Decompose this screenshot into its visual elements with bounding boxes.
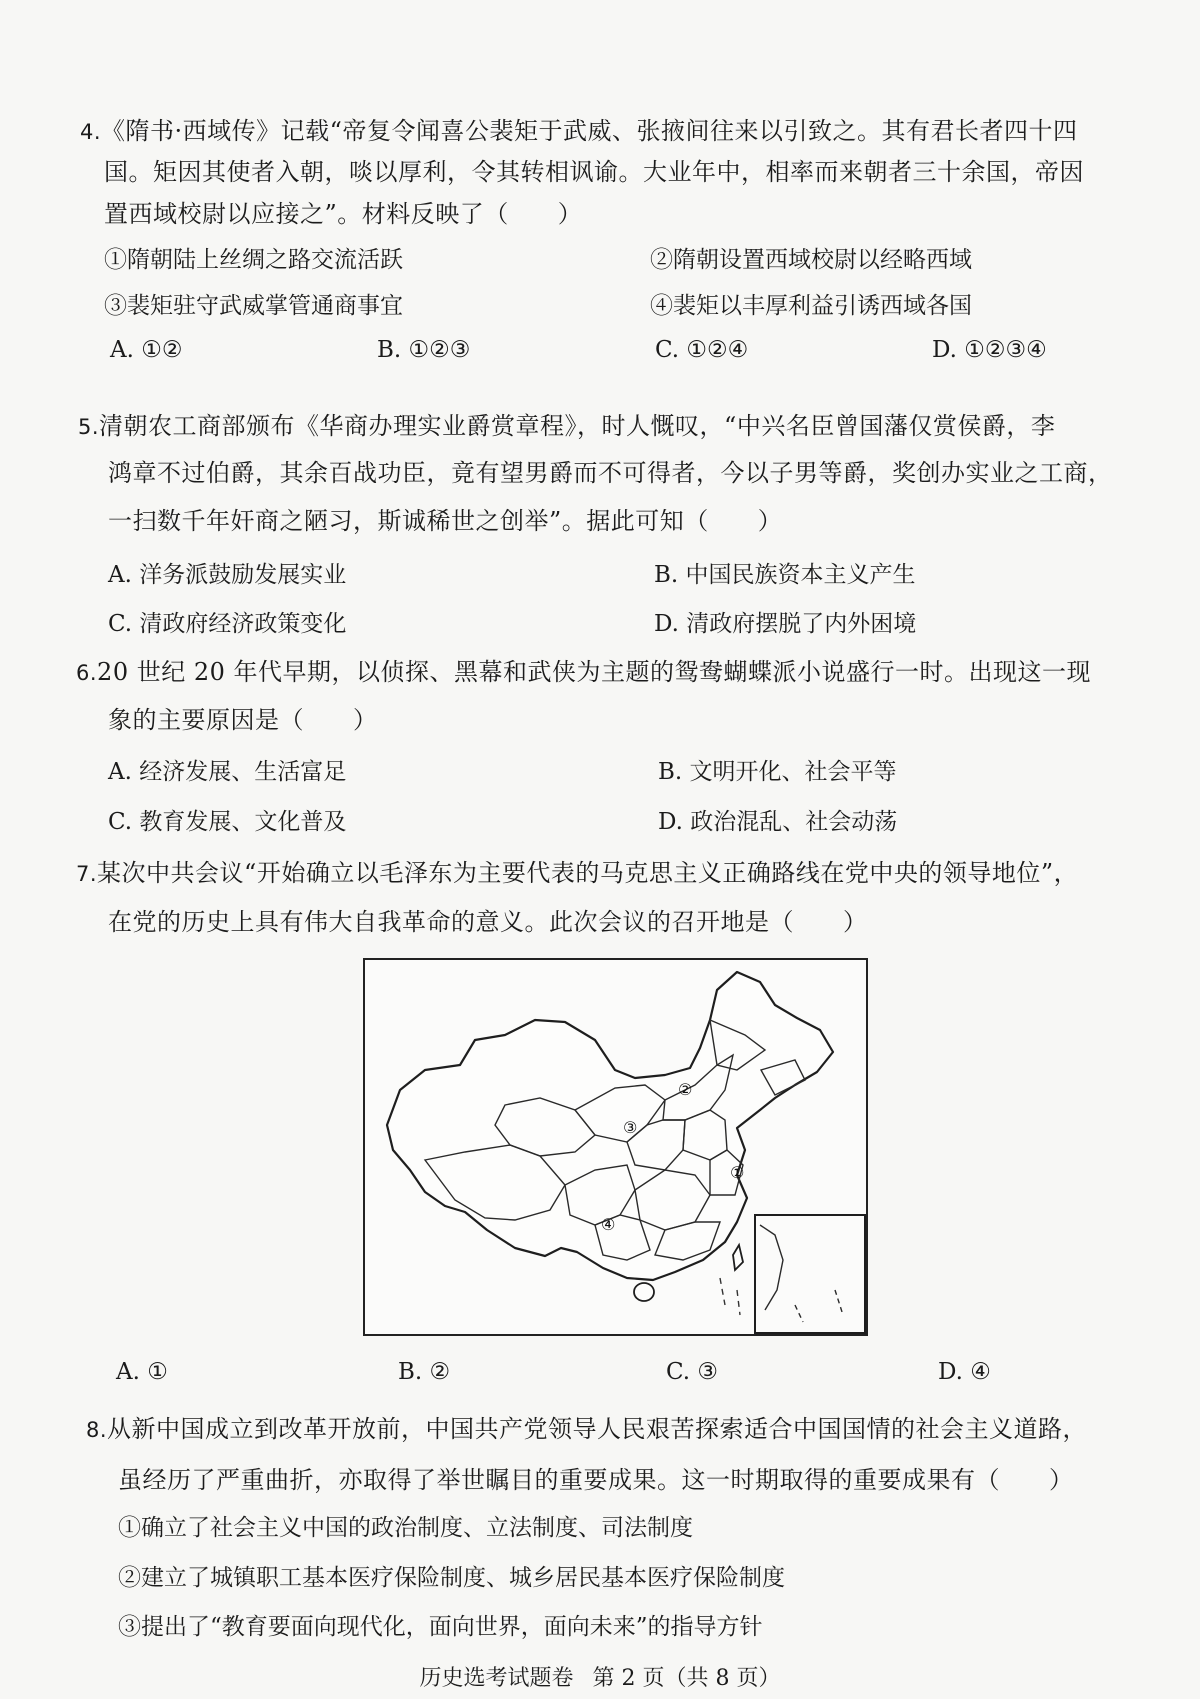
q8-statement-2: ②建立了城镇职工基本医疗保险制度、城乡居民基本医疗保险制度 xyxy=(118,1565,785,1591)
q8-line-2: 虽经历了严重曲折，亦取得了举世瞩目的重要成果。这一时期取得的重要成果有（ ） xyxy=(118,1466,1074,1494)
q7-line-1: 7.某次中共会议“开始确立以毛泽东为主要代表的马克思主义正确路线在党中央的领导地位”， xyxy=(76,859,1079,887)
q4-option-b[interactable]: B. ①②③ xyxy=(377,337,471,363)
q7-option-a[interactable]: A. ① xyxy=(116,1359,168,1385)
q4-statement-2: ②隋朝设置西域校尉以经略西域 xyxy=(650,247,972,273)
q7-option-b[interactable]: B. ② xyxy=(398,1359,451,1385)
q5-line-3: 一扫数千年奸商之陋习，斯诚稀世之创举”。据此可知（ ） xyxy=(108,507,783,535)
q5-option-b[interactable]: B. 中国民族资本主义产生 xyxy=(654,562,916,588)
q5-option-c[interactable]: C. 清政府经济政策变化 xyxy=(108,611,347,637)
q4-number: 4. xyxy=(80,120,102,144)
q7-line-2: 在党的历史上具有伟大自我革命的意义。此次会议的召开地是（ ） xyxy=(108,908,868,936)
q4-option-c[interactable]: C. ①②④ xyxy=(655,337,749,363)
map-marker-4: ④ xyxy=(601,1215,616,1234)
q4-line-3: 置西域校尉以应接之”。材料反映了（ ） xyxy=(104,200,583,228)
q4-option-d[interactable]: D. ①②③④ xyxy=(932,337,1047,363)
q5-line-2: 鸿章不过伯爵，其余百战功臣，竟有望男爵而不可得者，今以子男等爵，奖创办实业之工商， xyxy=(108,459,1113,487)
q5-option-d[interactable]: D. 清政府摆脱了内外困境 xyxy=(654,611,917,637)
q7-option-c[interactable]: C. ③ xyxy=(666,1359,719,1385)
q6-option-c[interactable]: C. 教育发展、文化普及 xyxy=(108,809,347,835)
q5-line-1: 5.清朝农工商部颁布《华商办理实业爵赏章程》，时人慨叹，“中兴名臣曾国藩仅赏侯爵，李 xyxy=(78,412,1056,440)
q8-number: 8. xyxy=(86,1418,108,1442)
q6-line-2: 象的主要原因是（ ） xyxy=(108,706,378,734)
q4-option-a[interactable]: A. ①② xyxy=(110,337,183,363)
q6-option-a[interactable]: A. 经济发展、生活富足 xyxy=(108,759,347,785)
china-map xyxy=(363,958,868,1336)
map-marker-2: ② xyxy=(678,1080,693,1099)
footer-page-number: 第 2 页（共 8 页） xyxy=(592,1666,781,1691)
q6-option-d[interactable]: D. 政治混乱、社会动荡 xyxy=(658,809,898,835)
q5-option-a[interactable]: A. 洋务派鼓励发展实业 xyxy=(108,562,347,588)
q4-statement-4: ④裴矩以丰厚利益引诱西域各国 xyxy=(650,293,972,319)
q8-statement-1: ①确立了社会主义中国的政治制度、立法制度、司法制度 xyxy=(118,1515,693,1541)
q6-line-1: 6.20 世纪 20 年代早期，以侦探、黑幕和武侠为主题的鸳鸯蝴蝶派小说盛行一时。出现这一现 xyxy=(76,658,1092,686)
q5-number: 5. xyxy=(78,415,100,439)
q4-statement-3: ③裴矩驻守武威掌管通商事宜 xyxy=(104,293,403,319)
q6-option-b[interactable]: B. 文明开化、社会平等 xyxy=(658,759,897,785)
map-marker-3: ③ xyxy=(623,1118,638,1137)
q4-line-2: 国。矩因其使者入朝，啖以厚利，令其转相讽谕。大业年中，相率而来朝者三十余国，帝因 xyxy=(104,158,1084,186)
q4-line-1: 4.《隋书·西域传》记载“帝复令闻喜公裴矩于武威、张掖间往来以引致之。其有君长者四十四 xyxy=(80,117,1078,145)
page-footer xyxy=(0,1664,1200,1694)
q7-option-d[interactable]: D. ④ xyxy=(938,1359,991,1385)
footer-exam-title: 历史选考试题卷 xyxy=(419,1666,574,1691)
map-marker-1: ① xyxy=(730,1163,745,1182)
china-map-outline xyxy=(365,960,866,1334)
q8-line-1: 8.从新中国成立到改革开放前，中国共产党领导人民艰苦探索适合中国国情的社会主义道路， xyxy=(86,1415,1088,1443)
q4-statement-1: ①隋朝陆上丝绸之路交流活跃 xyxy=(104,247,403,273)
q6-number: 6. xyxy=(76,661,98,685)
q7-number: 7. xyxy=(76,862,98,886)
q8-statement-3: ③提出了“教育要面向现代化，面向世界，面向未来”的指导方针 xyxy=(118,1614,763,1640)
